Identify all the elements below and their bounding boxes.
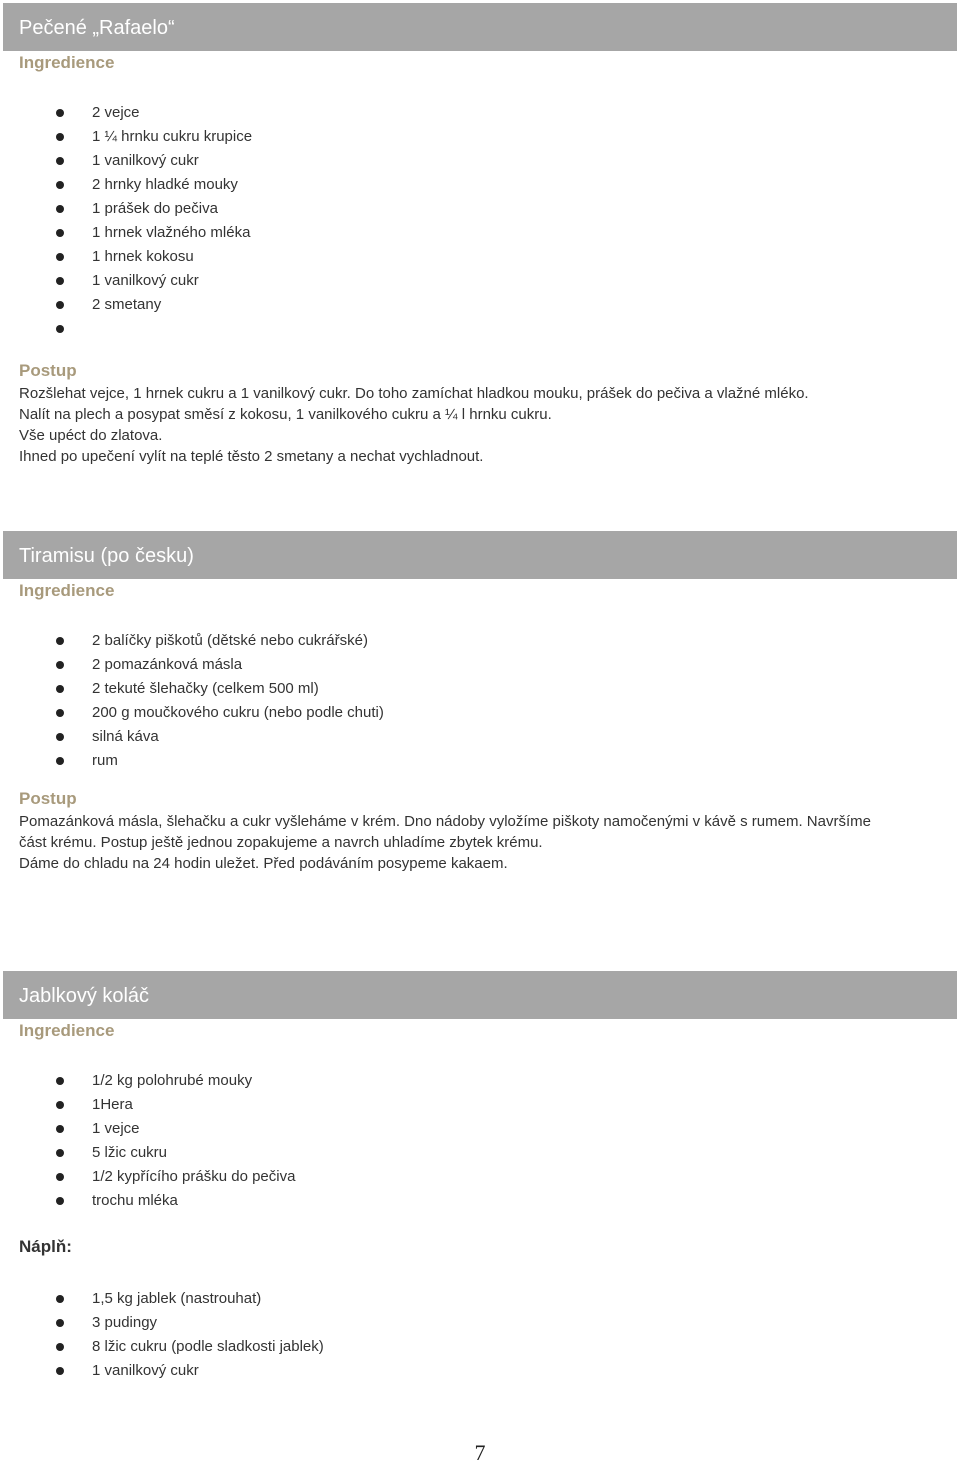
ingredients-heading: Ingredience bbox=[19, 581, 115, 600]
ingredients-list bbox=[3, 101, 957, 341]
list-item: 1 hrnek vlažného mléka bbox=[3, 221, 957, 245]
recipe-jablkovy-kolac bbox=[3, 971, 957, 1383]
list-item: 5 lžic cukru bbox=[3, 1141, 957, 1165]
recipe-rafaelo bbox=[3, 3, 957, 467]
filling-list bbox=[3, 1287, 957, 1383]
method-heading: Postup bbox=[19, 789, 77, 808]
list-item: 1 vanilkový cukr bbox=[3, 269, 957, 293]
list-item: 1 ¼ hrnku cukru krupice bbox=[3, 125, 957, 149]
method-text bbox=[3, 811, 957, 874]
list-item: 1 vanilkový cukr bbox=[3, 149, 957, 173]
list-item bbox=[3, 317, 957, 341]
recipe-tiramisu bbox=[3, 531, 957, 874]
ingredients-list bbox=[3, 629, 957, 773]
list-item: 2 vejce bbox=[3, 101, 957, 125]
list-item: 2 hrnky hladké mouky bbox=[3, 173, 957, 197]
list-item: 8 lžic cukru (podle sladkosti jablek) bbox=[3, 1335, 957, 1359]
list-item: 200 g moučkového cukru (nebo podle chuti) bbox=[3, 701, 957, 725]
list-item: 1,5 kg jablek (nastrouhat) bbox=[3, 1287, 957, 1311]
method-text bbox=[3, 383, 957, 467]
filling-heading: Náplň: bbox=[19, 1237, 72, 1256]
recipe-title: Jablkový koláč bbox=[3, 971, 957, 1019]
list-item: 1 hrnek kokosu bbox=[3, 245, 957, 269]
list-item: 1 vanilkový cukr bbox=[3, 1359, 957, 1383]
list-item: 1 vejce bbox=[3, 1117, 957, 1141]
ingredients-heading: Ingredience bbox=[19, 1021, 115, 1040]
list-item: 1Hera bbox=[3, 1093, 957, 1117]
page-number: 7 bbox=[474, 1440, 486, 1465]
method-heading: Postup bbox=[19, 361, 77, 380]
recipe-title: Tiramisu (po česku) bbox=[3, 531, 957, 579]
list-item: trochu mléka bbox=[3, 1189, 957, 1213]
method-paragraph: Ihned po upečení vylít na teplé těsto 2 smetany a nechat vychladnout. bbox=[19, 448, 484, 465]
method-paragraph: Dáme do chladu na 24 hodin uležet. Před podáváním posypeme kakaem. bbox=[19, 855, 508, 872]
list-item: 3 pudingy bbox=[3, 1311, 957, 1335]
list-item: 1/2 kypřícího prášku do pečiva bbox=[3, 1165, 957, 1189]
list-item: 2 smetany bbox=[3, 293, 957, 317]
method-paragraph: Vše upéct do zlatova. bbox=[19, 427, 163, 444]
ingredients-heading: Ingredience bbox=[19, 53, 115, 72]
list-item: 1/2 kg polohrubé mouky bbox=[3, 1069, 957, 1093]
list-item: rum bbox=[3, 749, 957, 773]
method-paragraph: Pomazánková másla, šlehačku a cukr vyšleháme v krém. Dno nádoby vyložíme piškoty namočenými v kávě s rumem. Navršíme část krému. Postup ještě jednou zopakujeme a navrch uhladíme zbytek krému. bbox=[19, 813, 871, 851]
list-item: 2 pomazánková másla bbox=[3, 653, 957, 677]
list-item: 1 prášek do pečiva bbox=[3, 197, 957, 221]
list-item: 2 balíčky piškotů (dětské nebo cukrářské) bbox=[3, 629, 957, 653]
method-paragraph: Rozšlehat vejce, 1 hrnek cukru a 1 vanilkový cukr. Do toho zamíchat hladkou mouku, prášek do pečiva a vlažné mléko. bbox=[19, 385, 809, 402]
list-item: silná káva bbox=[3, 725, 957, 749]
ingredients-list bbox=[3, 1069, 957, 1213]
method-paragraph: Nalít na plech a posypat směsí z kokosu, 1 vanilkového cukru a ¼ l hrnku cukru. bbox=[19, 406, 552, 423]
recipe-title: Pečené „Rafaelo“ bbox=[3, 3, 957, 51]
list-item: 2 tekuté šlehačky (celkem 500 ml) bbox=[3, 677, 957, 701]
